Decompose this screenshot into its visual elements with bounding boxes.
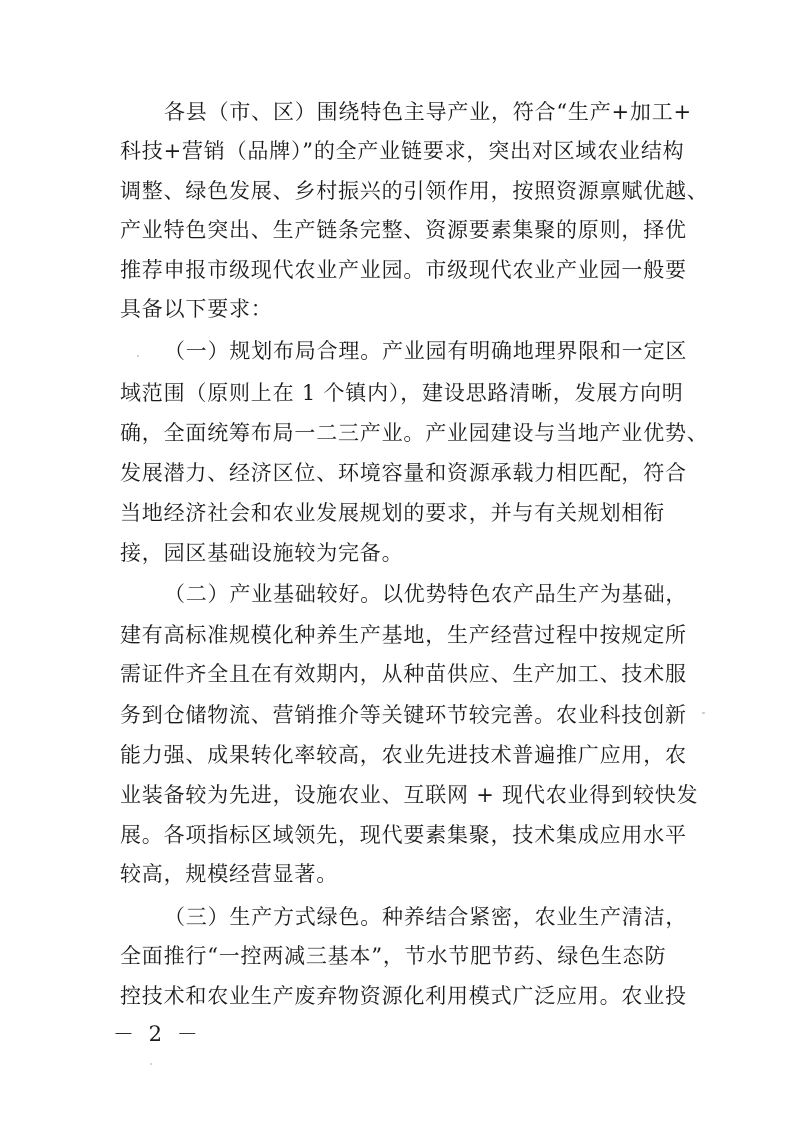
scan-speck — [150, 1063, 152, 1065]
text-line: 接，园区基础设施较为完备。 — [120, 541, 404, 565]
page-number: － 2 － — [113, 1022, 202, 1046]
text-line: 具备以下要求： — [120, 297, 273, 321]
text-line: 当地经济社会和农业发展规划的要求，并与有关规划相衔 — [120, 501, 665, 525]
text-line: 各县（市、区）围绕特色主导产业，符合“生产+加工+ — [164, 100, 692, 124]
text-line: 推荐申报市级现代农业产业园。市级现代农业产业园一般要 — [120, 258, 687, 282]
text-line: 全面推行“一控两减三基本”，节水节肥节药、绿色生态防 — [120, 944, 667, 968]
text-line: 科技+营销（品牌）”的全产业链要求，突出对区域农业结构 — [120, 139, 685, 163]
section-heading-line: （二）产业基础较好。以优势特色农产品生产为基础， — [164, 582, 688, 606]
text-line: 业装备较为先进，设施农业、互联网 + 现代农业得到较快发 — [120, 783, 699, 807]
section-heading-line: （三）生产方式绿色。种养结合紧密，农业生产清洁， — [164, 905, 688, 929]
text-line: 建有高标准规模化种养生产基地，生产经营过程中按规定所 — [120, 623, 687, 647]
text-line: 调整、绿色发展、乡村振兴的引领作用，按照资源禀赋优越、 — [120, 179, 709, 203]
text-line: 展。各项指标区域领先，现代要素集聚，技术集成应用水平 — [120, 823, 687, 847]
text-line: 控技术和农业生产废弃物资源化利用模式广泛应用。农业投 — [120, 984, 687, 1008]
text-line: 需证件齐全且在有效期内，从种苗供应、生产加工、技术服 — [120, 662, 687, 686]
text-line: 确，全面统筹布局一二三产业。产业园建设与当地产业优势、 — [120, 421, 709, 445]
text-line: 发展潜力、经济区位、环境容量和资源承载力相匹配，符合 — [120, 461, 687, 485]
text-line: 能力强、成果转化率较高，农业先进技术普遍推广应用，农 — [120, 743, 687, 767]
text-line: 域范围（原则上在 1 个镇内），建设思路清晰，发展方向明 — [120, 381, 684, 405]
scan-speck — [702, 712, 705, 714]
section-heading-line: （一）规划布局合理。产业园有明确地理界限和一定区 — [164, 339, 688, 363]
text-line: 务到仓储物流、营销推介等关键环节较完善。农业科技创新 — [120, 703, 687, 727]
text-line: 较高，规模经营显著。 — [120, 862, 338, 886]
text-line: 产业特色突出、生产链条完整、资源要素集聚的原则，择优 — [120, 218, 687, 242]
scan-speck — [137, 355, 139, 357]
